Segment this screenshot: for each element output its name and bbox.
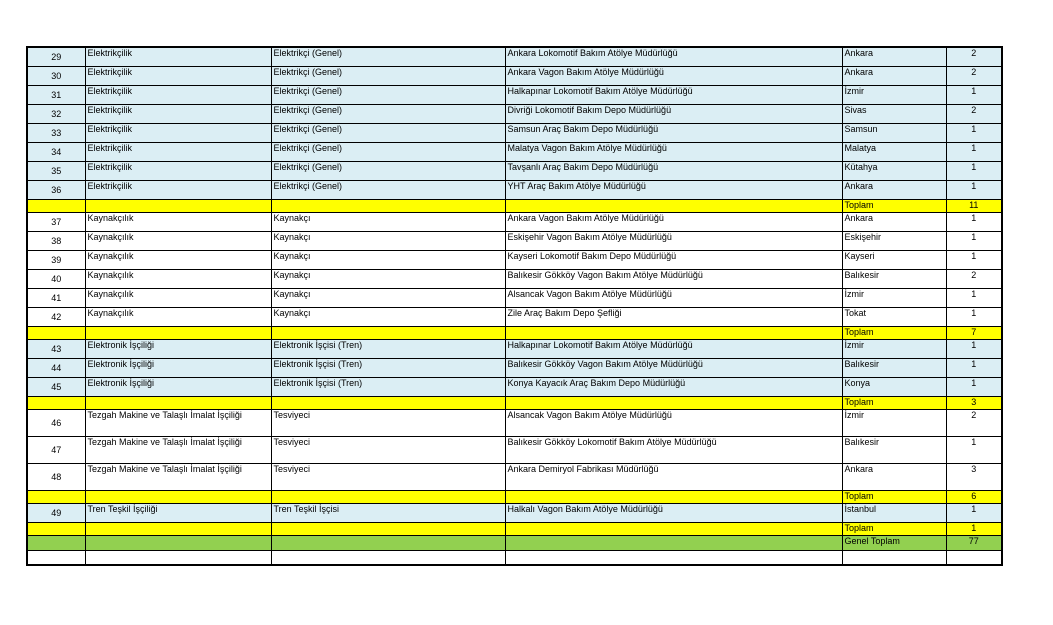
city-name: Ankara: [842, 463, 946, 490]
row-number: 49: [27, 503, 85, 522]
count-value: 6: [946, 490, 1002, 503]
table-row: [27, 123, 1002, 142]
field-name: Tezgah Makine ve Talaşlı İmalat İşçiliği: [85, 436, 271, 463]
count-value: 1: [946, 436, 1002, 463]
row-number: 30: [27, 66, 85, 85]
row-number: 45: [27, 377, 85, 396]
table-row: [27, 250, 1002, 269]
empty-row: [27, 550, 1002, 565]
row-number: [27, 535, 85, 550]
row-number: [27, 490, 85, 503]
city-name: Ankara: [842, 212, 946, 231]
workplace-name: [505, 522, 842, 535]
position-name: Tren Teşkil İşçisi: [271, 503, 505, 522]
table-row: [27, 66, 1002, 85]
table-row: [27, 142, 1002, 161]
row-number: 37: [27, 212, 85, 231]
field-name: Elektrikçilik: [85, 180, 271, 199]
workplace-name: [505, 199, 842, 212]
workplace-name: Konya Kayacık Araç Bakım Depo Müdürlüğü: [505, 377, 842, 396]
workplace-name: Alsancak Vagon Bakım Atölye Müdürlüğü: [505, 288, 842, 307]
workplace-name: Ankara Vagon Bakım Atölye Müdürlüğü: [505, 212, 842, 231]
position-name: Elektrikçi (Genel): [271, 180, 505, 199]
row-number: [27, 550, 85, 565]
city-name: Tokat: [842, 307, 946, 326]
city-name: Ankara: [842, 66, 946, 85]
row-number: 48: [27, 463, 85, 490]
table-row: [27, 288, 1002, 307]
count-value: 1: [946, 142, 1002, 161]
table-row: [27, 212, 1002, 231]
field-name: [85, 522, 271, 535]
field-name: Kaynakçılık: [85, 288, 271, 307]
table-row: [27, 85, 1002, 104]
field-name: Tezgah Makine ve Talaşlı İmalat İşçiliği: [85, 463, 271, 490]
field-name: Elektrikçilik: [85, 142, 271, 161]
city-name: Toplam: [842, 326, 946, 339]
workplace-name: Kayseri Lokomotif Bakım Depo Müdürlüğü: [505, 250, 842, 269]
field-name: [85, 396, 271, 409]
count-value: 1: [946, 250, 1002, 269]
field-name: Tren Teşkil İşçiliği: [85, 503, 271, 522]
field-name: Kaynakçılık: [85, 212, 271, 231]
city-name: Genel Toplam: [842, 535, 946, 550]
count-value: 2: [946, 269, 1002, 288]
table-row: [27, 339, 1002, 358]
table-row: [27, 503, 1002, 522]
count-value: 1: [946, 180, 1002, 199]
row-number: 40: [27, 269, 85, 288]
position-name: [271, 535, 505, 550]
count-value: 7: [946, 326, 1002, 339]
field-name: Elektronik İşçiliği: [85, 358, 271, 377]
workplace-name: Eskişehir Vagon Bakım Atölye Müdürlüğü: [505, 231, 842, 250]
workplace-name: YHT Araç Bakım Atölye Müdürlüğü: [505, 180, 842, 199]
row-number: 31: [27, 85, 85, 104]
city-name: İstanbul: [842, 503, 946, 522]
field-name: Elektronik İşçiliği: [85, 339, 271, 358]
position-name: Elektronik İşçisi (Tren): [271, 339, 505, 358]
workplace-name: Malatya Vagon Bakım Atölye Müdürlüğü: [505, 142, 842, 161]
row-number: 33: [27, 123, 85, 142]
table-row: [27, 358, 1002, 377]
position-name: Tesviyeci: [271, 436, 505, 463]
field-name: Elektrikçilik: [85, 104, 271, 123]
field-name: [85, 199, 271, 212]
position-name: Elektrikçi (Genel): [271, 66, 505, 85]
city-name: Ankara: [842, 180, 946, 199]
field-name: Elektrikçilik: [85, 66, 271, 85]
table-row: [27, 409, 1002, 436]
position-name: Kaynakçı: [271, 250, 505, 269]
row-number: [27, 396, 85, 409]
workplace-name: Balıkesir Gökköy Vagon Bakım Atölye Müdürlüğü: [505, 269, 842, 288]
row-number: [27, 522, 85, 535]
field-name: Kaynakçılık: [85, 269, 271, 288]
workplace-name: Tavşanlı Araç Bakım Depo Müdürlüğü: [505, 161, 842, 180]
workplace-name: [505, 535, 842, 550]
position-name: Kaynakçı: [271, 231, 505, 250]
grand-total-row: [27, 535, 1002, 550]
city-name: Toplam: [842, 522, 946, 535]
position-name: Kaynakçı: [271, 307, 505, 326]
row-number: 43: [27, 339, 85, 358]
position-name: [271, 199, 505, 212]
count-value: 1: [946, 288, 1002, 307]
subtotal-row: [27, 396, 1002, 409]
field-name: Kaynakçılık: [85, 250, 271, 269]
row-number: [27, 326, 85, 339]
count-value: 1: [946, 161, 1002, 180]
city-name: İzmir: [842, 409, 946, 436]
personnel-table: [26, 46, 1003, 566]
city-name: Balıkesir: [842, 269, 946, 288]
workplace-name: [505, 550, 842, 565]
workplace-name: Zile Araç Bakım Depo Şefliği: [505, 307, 842, 326]
table-row: [27, 104, 1002, 123]
row-number: 47: [27, 436, 85, 463]
field-name: [85, 550, 271, 565]
workplace-name: Divriği Lokomotif Bakım Depo Müdürlüğü: [505, 104, 842, 123]
row-number: 39: [27, 250, 85, 269]
count-value: 2: [946, 104, 1002, 123]
count-value: 11: [946, 199, 1002, 212]
workplace-name: Ankara Demiryol Fabrikası Müdürlüğü: [505, 463, 842, 490]
count-value: 2: [946, 409, 1002, 436]
position-name: Elektrikçi (Genel): [271, 104, 505, 123]
position-name: Elektrikçi (Genel): [271, 161, 505, 180]
row-number: 32: [27, 104, 85, 123]
city-name: Kayseri: [842, 250, 946, 269]
workplace-name: [505, 490, 842, 503]
field-name: Elektrikçilik: [85, 161, 271, 180]
city-name: İzmir: [842, 339, 946, 358]
city-name: Malatya: [842, 142, 946, 161]
city-name: Toplam: [842, 199, 946, 212]
position-name: Tesviyeci: [271, 409, 505, 436]
field-name: [85, 326, 271, 339]
row-number: 38: [27, 231, 85, 250]
position-name: Tesviyeci: [271, 463, 505, 490]
count-value: 1: [946, 503, 1002, 522]
count-value: 77: [946, 535, 1002, 550]
count-value: 1: [946, 307, 1002, 326]
field-name: Elektrikçilik: [85, 85, 271, 104]
count-value: 2: [946, 66, 1002, 85]
city-name: Sivas: [842, 104, 946, 123]
workplace-name: Halkapınar Lokomotif Bakım Atölye Müdürlüğü: [505, 85, 842, 104]
position-name: Elektrikçi (Genel): [271, 123, 505, 142]
row-number: 36: [27, 180, 85, 199]
position-name: Kaynakçı: [271, 288, 505, 307]
count-value: 3: [946, 396, 1002, 409]
workplace-name: Halkalı Vagon Bakım Atölye Müdürlüğü: [505, 503, 842, 522]
table-row: [27, 161, 1002, 180]
field-name: Kaynakçılık: [85, 307, 271, 326]
row-number: 41: [27, 288, 85, 307]
field-name: Tezgah Makine ve Talaşlı İmalat İşçiliği: [85, 409, 271, 436]
field-name: Kaynakçılık: [85, 231, 271, 250]
table-row: [27, 180, 1002, 199]
count-value: [946, 550, 1002, 565]
city-name: Konya: [842, 377, 946, 396]
subtotal-row: [27, 490, 1002, 503]
position-name: [271, 490, 505, 503]
table-row: [27, 436, 1002, 463]
position-name: Elektrikçi (Genel): [271, 142, 505, 161]
count-value: 1: [946, 522, 1002, 535]
count-value: 2: [946, 47, 1002, 66]
position-name: [271, 522, 505, 535]
workplace-name: Ankara Lokomotif Bakım Atölye Müdürlüğü: [505, 47, 842, 66]
city-name: Toplam: [842, 490, 946, 503]
workplace-name: [505, 326, 842, 339]
city-name: [842, 550, 946, 565]
position-name: [271, 550, 505, 565]
position-name: Elektronik İşçisi (Tren): [271, 358, 505, 377]
table-row: [27, 231, 1002, 250]
row-number: 46: [27, 409, 85, 436]
table-row: [27, 463, 1002, 490]
city-name: İzmir: [842, 85, 946, 104]
count-value: 1: [946, 212, 1002, 231]
subtotal-row: [27, 522, 1002, 535]
city-name: Toplam: [842, 396, 946, 409]
subtotal-row: [27, 199, 1002, 212]
position-name: Elektronik İşçisi (Tren): [271, 377, 505, 396]
city-name: Eskişehir: [842, 231, 946, 250]
count-value: 1: [946, 377, 1002, 396]
field-name: [85, 535, 271, 550]
city-name: Ankara: [842, 47, 946, 66]
table-row: [27, 307, 1002, 326]
field-name: Elektrikçilik: [85, 123, 271, 142]
count-value: 1: [946, 85, 1002, 104]
position-name: [271, 396, 505, 409]
workplace-name: [505, 396, 842, 409]
city-name: Samsun: [842, 123, 946, 142]
position-name: Elektrikçi (Genel): [271, 47, 505, 66]
row-number: 42: [27, 307, 85, 326]
city-name: Kütahya: [842, 161, 946, 180]
workplace-name: Alsancak Vagon Bakım Atölye Müdürlüğü: [505, 409, 842, 436]
count-value: 1: [946, 231, 1002, 250]
city-name: Balıkesir: [842, 358, 946, 377]
table-body: [27, 47, 1002, 565]
row-number: 34: [27, 142, 85, 161]
row-number: 35: [27, 161, 85, 180]
position-name: Elektrikçi (Genel): [271, 85, 505, 104]
row-number: 29: [27, 47, 85, 66]
count-value: 1: [946, 358, 1002, 377]
workplace-name: Samsun Araç Bakım Depo Müdürlüğü: [505, 123, 842, 142]
field-name: Elektronik İşçiliği: [85, 377, 271, 396]
subtotal-row: [27, 326, 1002, 339]
count-value: 1: [946, 123, 1002, 142]
position-name: Kaynakçı: [271, 269, 505, 288]
table-row: [27, 377, 1002, 396]
field-name: Elektrikçilik: [85, 47, 271, 66]
city-name: Balıkesir: [842, 436, 946, 463]
row-number: 44: [27, 358, 85, 377]
position-name: Kaynakçı: [271, 212, 505, 231]
field-name: [85, 490, 271, 503]
count-value: 1: [946, 339, 1002, 358]
workplace-name: Balıkesir Gökköy Lokomotif Bakım Atölye Müdürlüğü: [505, 436, 842, 463]
workplace-name: Halkapınar Lokomotif Bakım Atölye Müdürlüğü: [505, 339, 842, 358]
table-row: [27, 269, 1002, 288]
row-number: [27, 199, 85, 212]
workplace-name: Ankara Vagon Bakım Atölye Müdürlüğü: [505, 66, 842, 85]
workplace-name: Balıkesir Gökköy Vagon Bakım Atölye Müdürlüğü: [505, 358, 842, 377]
position-name: [271, 326, 505, 339]
count-value: 3: [946, 463, 1002, 490]
table-row: [27, 47, 1002, 66]
city-name: İzmir: [842, 288, 946, 307]
